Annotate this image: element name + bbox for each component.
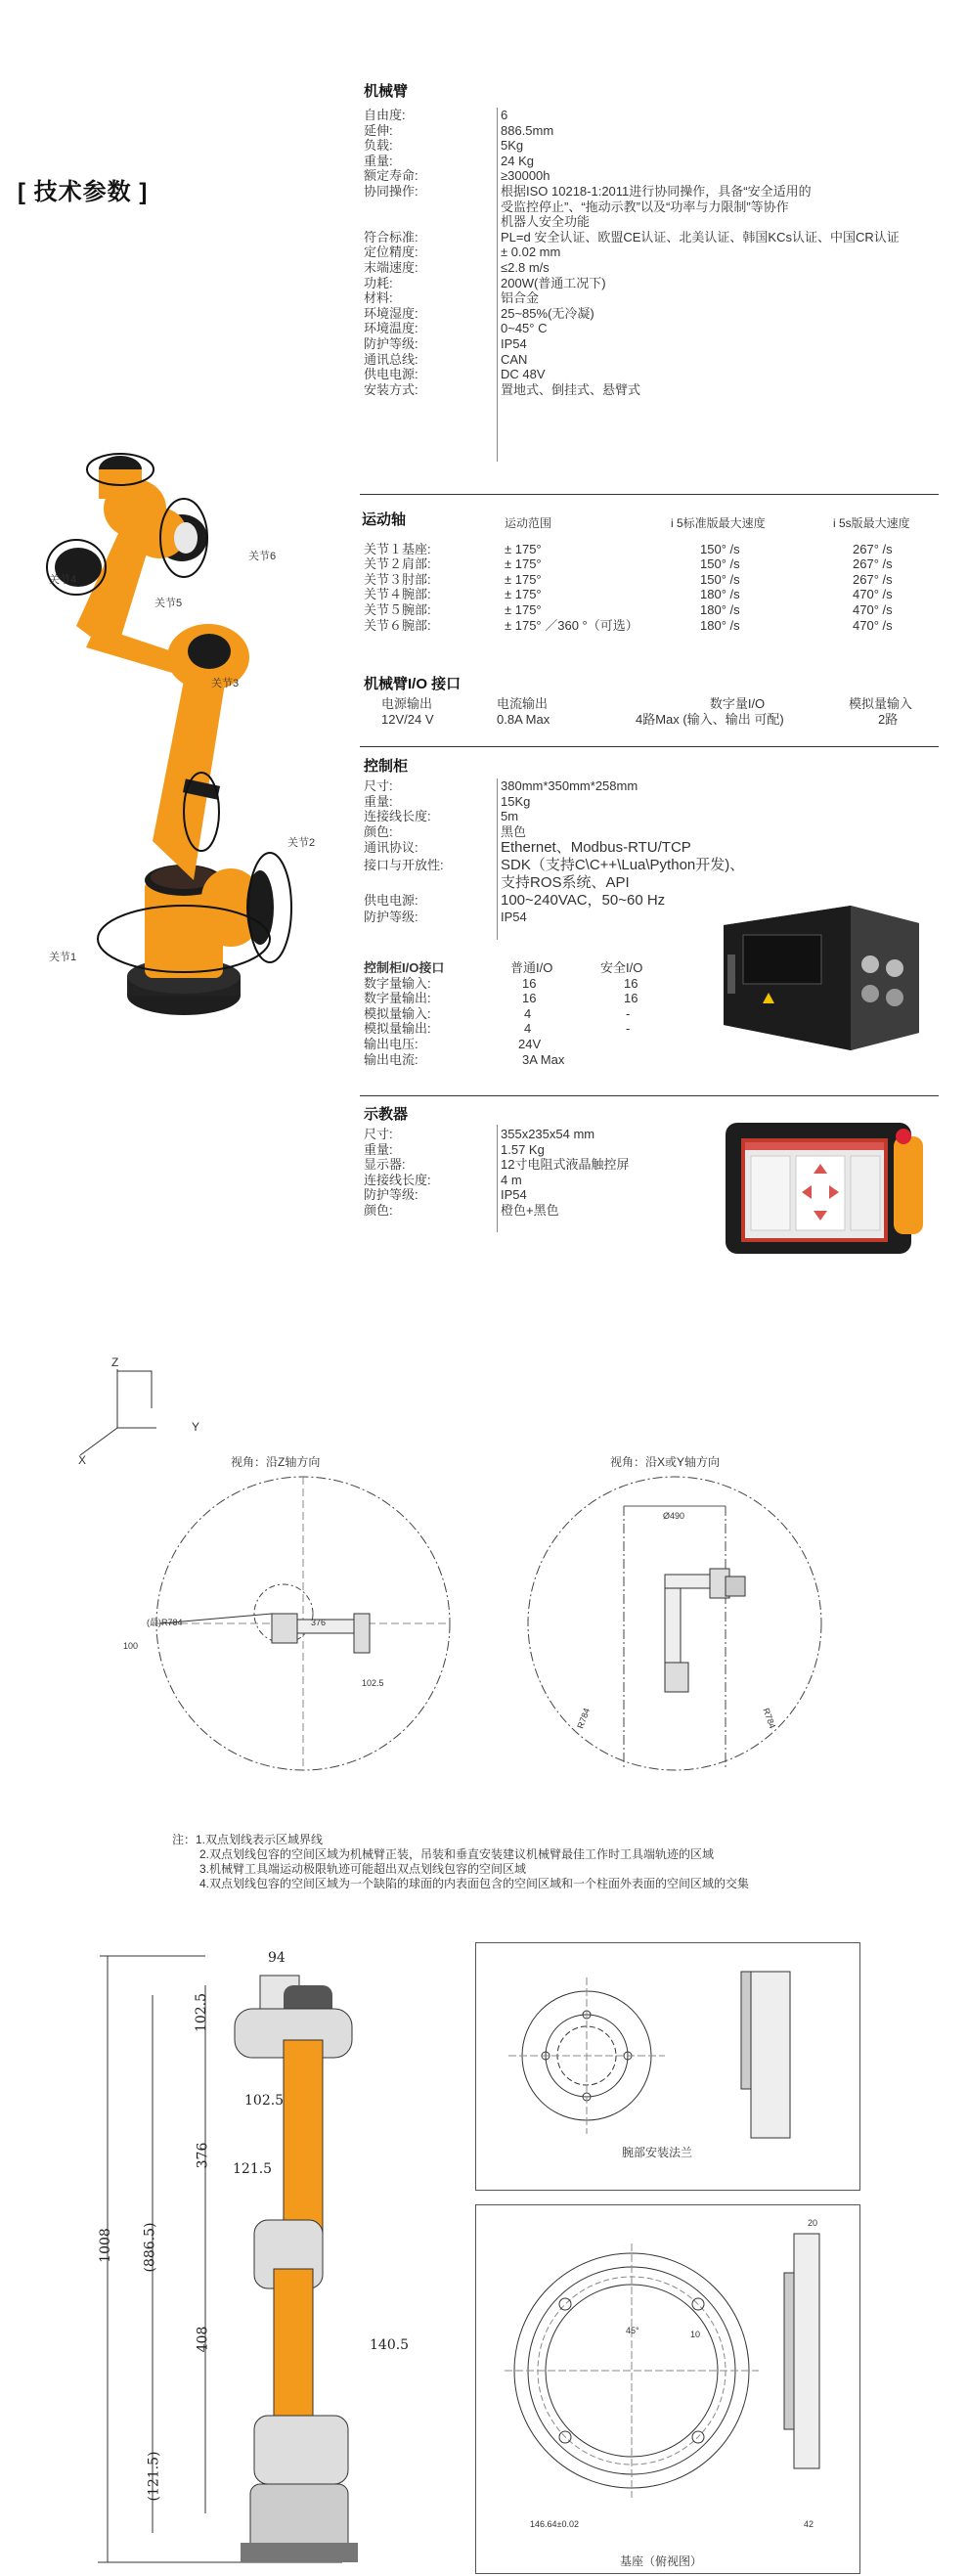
cabinet-spec-row [364,824,744,840]
spec-value: SDK（支持C\C++\Lua\Python开发)、 [501,857,745,874]
base-dim-20: 20 [808,2218,818,2228]
spec-value: ≥30000h [501,168,550,184]
joint-cell: 关节１基座: [364,541,431,556]
io-header-row [381,696,912,712]
spec-value: 黑色 [501,823,527,839]
motion-row [364,542,941,557]
io-title: 机械臂I/O 接口 [364,676,462,692]
cabinet-io-header: 安全I/O [600,960,643,975]
dim-8865: (886.5) [142,2222,158,2273]
teach-pendant-image [722,1117,927,1264]
spec-value: 根据ISO 10218-1:2011进行协同操作，具备“安全适用的 [501,183,812,199]
arm-spec-row [364,352,900,368]
arm-spec-row [364,230,900,245]
spec-value: 380mm*350mm*258mm [501,778,638,793]
base-dim-45deg: 45° [626,2326,639,2335]
cabinet-io-row [364,991,642,1006]
spec-value: 100~240VAC，50~60 Hz [501,892,666,910]
spec-label: 功耗: [364,275,393,290]
base-dim-14664: 146.64±0.02 [530,2519,579,2529]
pendant-spec-row [364,1187,629,1203]
dim-408: 408 [195,2326,211,2353]
spec-label: 通讯协议: [364,840,418,856]
io-normal: 4 [524,1005,532,1021]
motion-row [364,556,941,572]
arm-spec-row [364,138,900,154]
axis-z-label: Z [111,1355,119,1369]
dim-100-left: 100 [123,1641,139,1651]
io-table [381,696,912,727]
io-label: 数字量输入: [364,975,431,991]
spec-label: 环境湿度: [364,305,418,321]
spec-value: 0~45° C [501,321,548,336]
motion-rule [360,494,939,495]
io-label: 输出电流: [364,1051,418,1067]
arm-spec-row [364,123,900,139]
spec-label: 连接线长度: [364,809,431,824]
io-normal: 4 [524,1021,532,1037]
spec-value: ± 0.02 mm [501,244,561,260]
io-value: 12V/24 V [381,711,434,727]
dim-376: 376 [195,2142,211,2169]
spec-label: 额定寿命: [364,168,418,184]
dim-1008: 1008 [97,2228,113,2263]
flange-caption: 腕部安装法兰 [622,2146,693,2159]
std-speed-cell: 150° /s [700,541,740,556]
io-safety: - [626,1005,631,1021]
cabinet-io-row [364,1006,642,1022]
io-label: 模拟量输入: [364,1005,431,1021]
pendant-title: 示教器 [364,1106,409,1123]
pendant-spec-row [364,1203,629,1219]
motion-header-row [364,516,941,532]
spec-label: 显示器: [364,1157,406,1173]
s-speed-cell: 267° /s [853,556,893,572]
spec-label: 材料: [364,290,393,306]
spec-label: 尺寸: [364,778,393,793]
note-line: 注：1.双点划线表示区域界线 [172,1833,324,1846]
cabinet-spec-row [364,809,744,824]
spec-label: 重量: [364,1141,393,1157]
joint-cell: 关节３肘部: [364,571,431,587]
motion-row [364,587,941,602]
arm-spec-row [364,290,900,306]
io-label: 数字量输出: [364,991,431,1006]
joint-cell: 关节２肩部: [364,556,431,572]
s-speed-cell: 267° /s [853,571,893,587]
spec-value: 200W(普通工况下) [501,275,606,290]
s-speed-cell: 470° /s [853,617,893,633]
io-header: 数字量I/O [709,696,766,711]
spec-value: 24 Kg [501,153,534,168]
cabinet-rule [360,746,939,747]
cabinet-spec-row [364,839,744,857]
spec-value: 置地式、倒挂式、悬臂式 [501,381,641,397]
spec-value: 支持ROS系统、API [501,874,630,892]
range-cell: ± 175° [505,601,542,617]
dim-1025-left: 102.5 [362,1678,384,1688]
spec-value: IP54 [501,1187,527,1203]
spec-value: 1.57 Kg [501,1141,545,1157]
view-xy-caption: 视角：沿X或Y轴方向 [610,1455,721,1469]
range-cell: ± 175° [505,556,542,572]
note-line: 3.机械臂工具端运动极限轨迹可能超出双点划线包容的空间区域 [199,1862,527,1876]
cabinet-io-table [364,960,642,1067]
workspace-top-view [147,1467,460,1780]
arm-spec-row [364,276,900,291]
spec-label: 尺寸: [364,1127,393,1141]
note-line: 2.双点划线包容的空间区域为机械臂正装，吊装和垂直安装建议机械臂最佳工作时工具端轨迹的区域 [199,1847,715,1861]
cabinet-spec-row [364,892,744,910]
s-speed-cell: 267° /s [853,541,893,556]
spec-label: 重量: [364,153,393,168]
section-label: [ 技术参数 ] [18,179,149,205]
pendant-spec-list [364,1127,629,1219]
pendant-spec-row [364,1127,629,1142]
spec-label: 重量: [364,793,393,809]
robot-arm-illustration [37,430,330,1056]
spec-value: 25~85%(无冷凝) [501,305,594,321]
note-line: 4.双点划线包容的空间区域为一个缺陷的球面的内表面包含的空间区域和一个柱面外表面的空间区域的交集 [199,1877,750,1890]
spec-value: 4 m [501,1172,522,1187]
std-speed-cell: 180° /s [700,587,740,602]
cabinet-io-header: 普通I/O [510,960,553,975]
motion-row [364,602,941,618]
cabinet-spec-row [364,794,744,810]
range-cell: ± 175° [505,571,542,587]
arm-spec-row [364,260,900,276]
s-speed-cell: 470° /s [853,587,893,602]
dim-1025-top: 102.5 [194,1992,210,2033]
workspace-notes [172,1833,749,1891]
spec-value: 12寸电阻式液晶触控屏 [501,1157,630,1173]
pendant-spec-row [364,1173,629,1188]
s-speed-cell: 470° /s [853,601,893,617]
cabinet-spec-row [364,857,744,874]
joint-cell: 关节５腕部: [364,601,431,617]
joint-cell: 关节６腕部: [364,617,431,633]
arm-dimension-drawing [88,1946,420,2572]
io-header: 电流输出 [497,696,549,711]
joint-label-2: 关节2 [287,837,316,849]
std-speed-cell: 150° /s [700,556,740,572]
arm-spec-row [364,214,900,230]
io-value: 2路 [878,711,899,727]
joint-label-4: 关节4 [49,574,77,586]
motion-title: 运动轴 [362,511,407,528]
wrist-flange-drawing [489,1952,851,2157]
spec-value: 橙色+黑色 [501,1202,559,1218]
range-cell: ± 175° [505,541,542,556]
spec-label: 接口与开放性: [364,858,444,873]
dim-94: 94 [268,1950,286,1966]
dim-phi490: Ø490 [663,1511,685,1521]
spec-label [364,214,501,230]
io-normal: 3A Max [522,1051,565,1067]
spec-value: 6 [501,108,508,122]
arm-spec-row [364,306,900,322]
std-speed-cell: 150° /s [700,571,740,587]
spec-label: 连接线长度: [364,1172,431,1187]
dim-1025-horiz: 102.5 [244,2093,285,2109]
io-normal: 24V [518,1036,542,1051]
arm-spec-row [364,168,900,184]
spec-label: 供电电源: [364,893,418,909]
spec-value: 355x235x54 mm [501,1127,595,1141]
cabinet-spec-row [364,874,744,892]
io-safety: - [626,1021,631,1037]
pendant-rule [360,1095,939,1096]
arm-spec-row [364,108,900,123]
view-z-caption: 视角：沿Z轴方向 [231,1455,321,1469]
base-dim-10: 10 [690,2330,701,2339]
cabinet-spec-row [364,910,744,925]
pendant-spec-row [364,1142,629,1158]
arm-spec-row [364,154,900,169]
axis-x-label: X [78,1453,87,1467]
dim-1215-bottom: (121.5) [146,2451,162,2502]
io-value: 0.8A Max [497,711,550,727]
spec-label: 环境温度: [364,321,418,336]
spec-label: 颜色: [364,823,393,839]
joint-label-3: 关节3 [211,678,240,689]
spec-label: 防护等级: [364,1187,418,1203]
control-cabinet-image [704,896,929,1052]
cabinet-title: 控制柜 [364,758,409,775]
spec-value: 5Kg [501,138,524,154]
spec-value: DC 48V [501,367,546,382]
joint-label-1: 关节1 [49,952,77,963]
spec-label: 防护等级: [364,335,418,351]
base-dim-42: 42 [804,2519,814,2529]
io-header: 电源输出 [381,696,433,711]
io-value-row [381,712,912,728]
motion-table [364,516,941,633]
cabinet-io-row [364,1052,642,1068]
spec-label: 颜色: [364,1202,393,1218]
arm-spec-row [364,367,900,382]
arm-spec-list [364,108,900,397]
spec-value: 15Kg [501,793,531,809]
arm-spec-row [364,200,900,215]
base-drawing [485,2214,857,2508]
cabinet-io-header-row [364,960,642,976]
spec-value: Ethernet、Modbus-RTU/TCP [501,839,691,857]
joint-label-5: 关节5 [154,598,183,609]
io-safety: 16 [624,975,638,991]
spec-label: 定位精度: [364,244,418,260]
cabinet-spec-list [364,778,744,925]
io-safety: 16 [624,991,638,1006]
spec-value: IP54 [501,910,527,925]
cabinet-spec-row [364,778,744,794]
spec-label: 协同操作: [364,183,418,199]
io-normal: 16 [522,991,537,1006]
range-cell: ± 175° ／360 °（可选） [505,617,638,633]
io-label: 模拟量输出: [364,1021,431,1037]
joint-label-6: 关节6 [248,551,277,562]
arm-spec-row [364,244,900,260]
motion-header-s: i 5s版最大速度 [833,516,910,530]
io-normal: 16 [522,975,537,991]
range-cell: ± 175° [505,587,542,602]
axis-triad [59,1350,215,1467]
spec-value: PL=d 安全认证、欧盟CE认证、北美认证、韩国KCs认证、中国CR认证 [501,229,900,244]
spec-label: 通讯总线: [364,351,418,367]
spec-value: 5m [501,809,519,824]
cabinet-io-row [364,1037,642,1052]
spec-value: 铝合金 [501,290,540,306]
spec-label [364,874,501,892]
std-speed-cell: 180° /s [700,601,740,617]
spec-value: 886.5mm [501,122,554,138]
spec-label: 安装方式: [364,381,418,397]
dim-1215-horiz: 121.5 [233,2161,273,2177]
spec-label: 供电电源: [364,367,418,382]
pendant-spec-row [364,1157,629,1173]
spec-value: 受监控停止”、“拖动示教”以及“功率与力限制”等协作 [501,199,789,214]
spec-value: 机器人安全功能 [501,214,591,230]
motion-header-range: 运动范围 [505,516,552,530]
spec-label: 防护等级: [364,910,418,925]
arm-spec-row [364,382,900,398]
io-label: 输出电压: [364,1036,418,1051]
dim-r784-a: R784 [575,1707,593,1730]
cabinet-io-row [364,1021,642,1037]
dim-r784-b: R784 [761,1707,778,1730]
spec-label [364,200,501,215]
arm-spec-row [364,336,900,352]
spec-label: 末端速度: [364,259,418,275]
dim-r784-left: (最)R784 [147,1618,183,1627]
cabinet-io-row [364,976,642,992]
spec-label: 负载: [364,138,393,154]
arm-spec-row [364,321,900,336]
axis-y-label: Y [192,1420,200,1434]
spec-value: IP54 [501,335,527,351]
spec-label: 自由度: [364,108,406,122]
std-speed-cell: 180° /s [700,617,740,633]
spec-value: ≤2.8 m/s [501,259,550,275]
arm-spec-row [364,184,900,200]
motion-row [364,572,941,588]
io-header: 模拟量输入 [849,696,913,711]
dim-1405: 140.5 [370,2337,410,2353]
arm-title: 机械臂 [364,83,409,100]
cabinet-io-header: 控制柜I/O接口 [364,960,445,975]
io-value: 4路Max (输入、输出 可配) [636,711,784,727]
motion-row [364,618,941,634]
spec-label: 延伸: [364,122,393,138]
base-caption: 基座（俯视图） [620,2554,703,2568]
spec-label: 符合标准: [364,229,418,244]
joint-cell: 关节４腕部: [364,587,431,602]
motion-header-std: i 5标准版最大速度 [671,516,766,530]
spec-value: CAN [501,351,528,367]
dim-376-left: 376 [311,1618,327,1627]
